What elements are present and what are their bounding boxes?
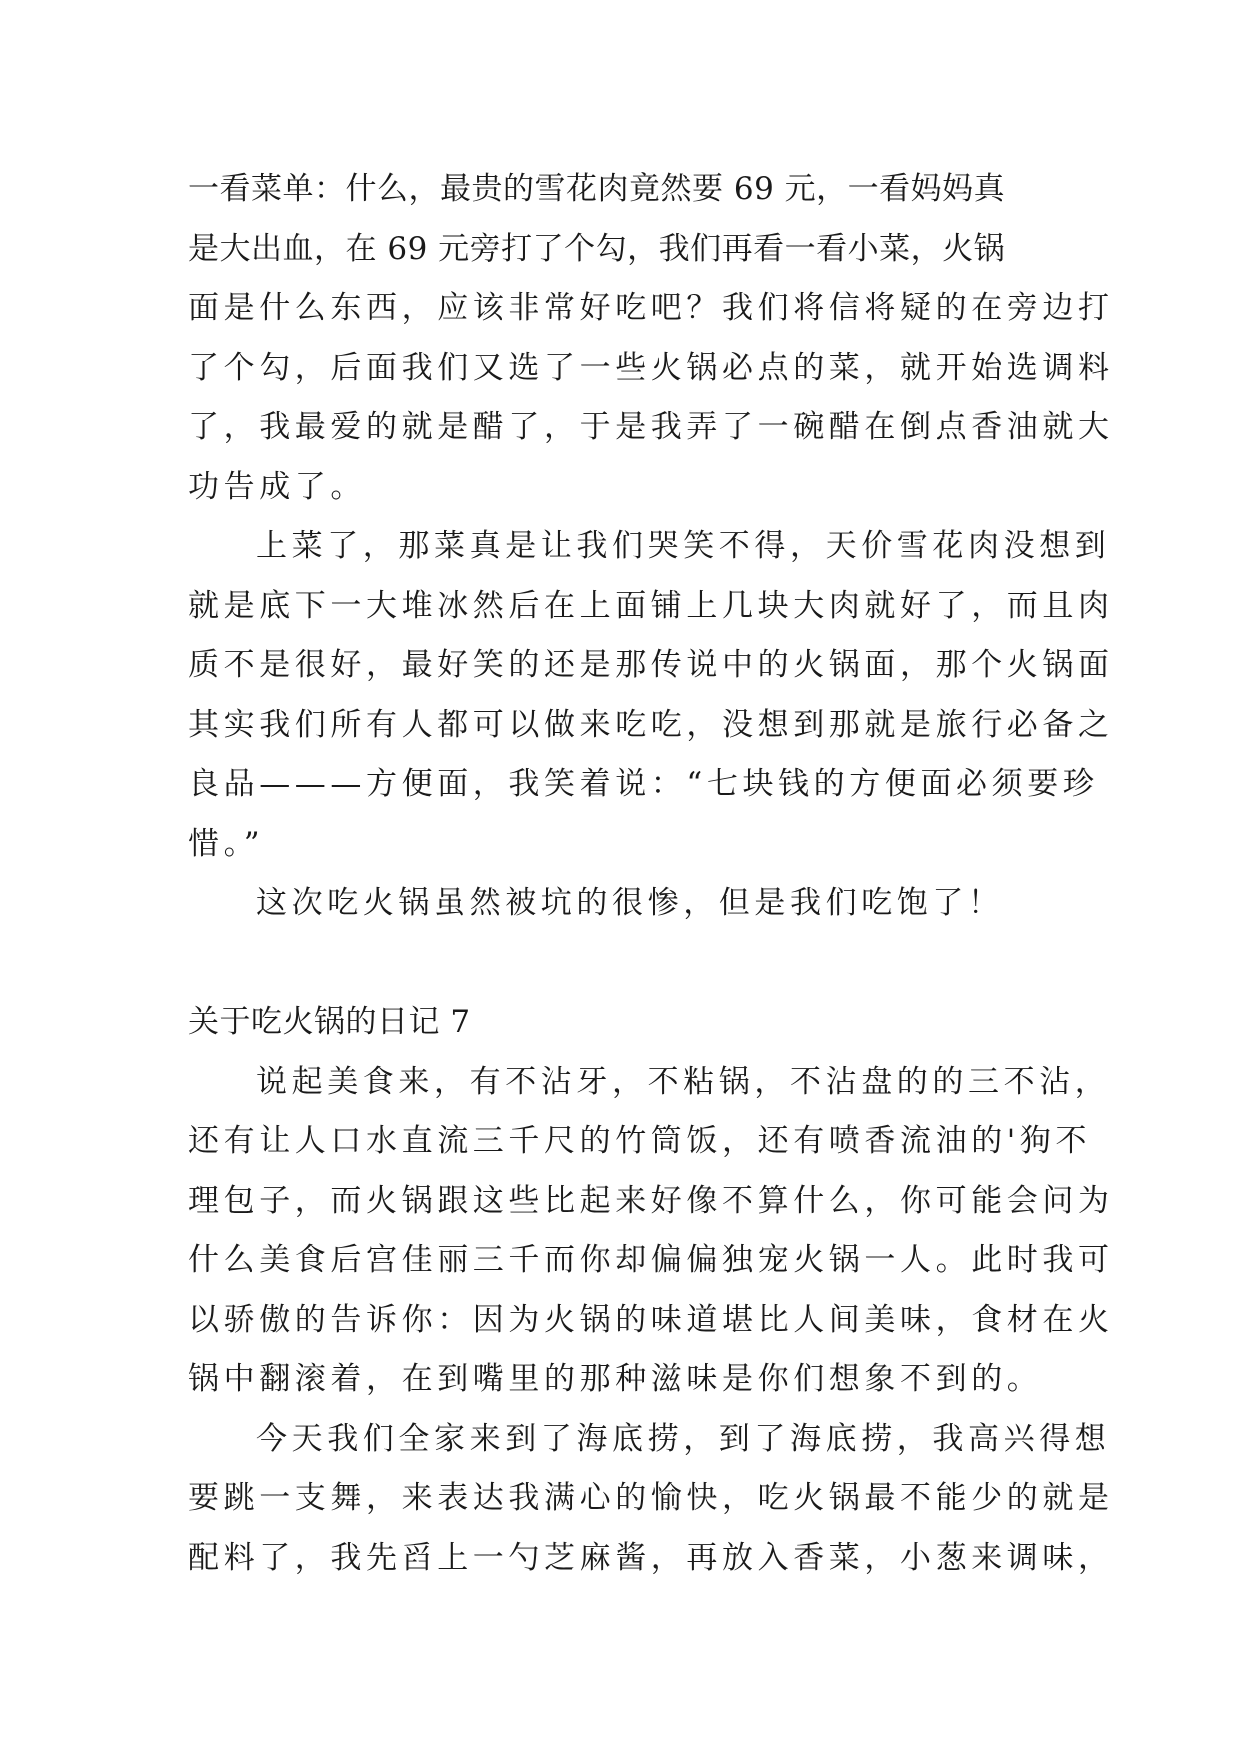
paragraph-food-intro — [188, 1053, 1114, 1410]
text-line: 功告成了。 — [188, 468, 366, 505]
paragraph-conclusion — [188, 874, 1058, 934]
text-line: 是大出血，在 69 元旁打了个勾，我们再看一看小菜，火锅 — [188, 230, 1006, 267]
text-line: 上菜了，那菜真是让我们哭笑不得，天价雪花肉没想到 — [256, 528, 1111, 564]
text-line: 一看菜单：什么，最贵的雪花肉竟然要 69 元，一看妈妈真 — [188, 171, 1006, 207]
text-line: 惜。” — [188, 825, 265, 862]
paragraph-menu — [188, 160, 1114, 517]
text-line: 就是底下一大堆冰然后在上面铺上几块大肉就好了，而且肉 — [188, 587, 1114, 624]
text-line: 了，我最爱的就是醋了，于是我弄了一碗醋在倒点香油就大 — [188, 409, 1114, 445]
text-line: 质不是很好，最好笑的还是那传说中的火锅面，那个火锅面 — [188, 647, 1114, 683]
paragraph-dishes — [188, 517, 1114, 874]
text-line: 配料了，我先舀上一勺芝麻酱，再放入香菜，小葱来调味， — [188, 1539, 1114, 1576]
text-line: 了个勾，后面我们又选了一些火锅必点的菜，就开始选调料 — [188, 349, 1114, 386]
text-line: 这次吃火锅虽然被坑的很惨，但是我们吃饱了！ — [256, 885, 1004, 921]
blank-line — [188, 934, 1058, 994]
text-line: 锅中翻滚着，在到嘴里的那种滋味是你们想象不到的。 — [188, 1361, 1043, 1397]
text-line: 还有让人口水直流三千尺的竹筒饭，还有喷香流油的'狗不 — [188, 1123, 1092, 1159]
text-line: 什么美食后宫佳丽三千而你却偏偏独宠火锅一人。此时我可 — [188, 1242, 1114, 1278]
text-line: 面是什么东西，应该非常好吃吧？我们将信将疑的在旁边打 — [188, 290, 1114, 326]
text-line: 以骄傲的告诉你：因为火锅的味道堪比人间美味，食材在火 — [188, 1301, 1114, 1338]
diary-heading: 关于吃火锅的日记 7 — [188, 1004, 471, 1040]
text-line: 说起美食来，有不沾牙，不粘锅，不沾盘的的三不沾， — [256, 1063, 1111, 1100]
text-line: 理包子，而火锅跟这些比起来好像不算什么，你可能会问为 — [188, 1182, 1114, 1219]
document-body — [188, 160, 1114, 1588]
text-line: 要跳一支舞，来表达我满心的愉快，吃火锅最不能少的就是 — [188, 1480, 1114, 1516]
text-line: 其实我们所有人都可以做来吃吃，没想到那就是旅行必备之 — [188, 706, 1114, 743]
paragraph-haidilao — [188, 1410, 1114, 1589]
text-line: 今天我们全家来到了海底捞，到了海底捞，我高兴得想 — [256, 1420, 1111, 1457]
text-line: 良品———方便面，我笑着说：“七块钱的方便面必须要珍 — [188, 766, 1099, 802]
